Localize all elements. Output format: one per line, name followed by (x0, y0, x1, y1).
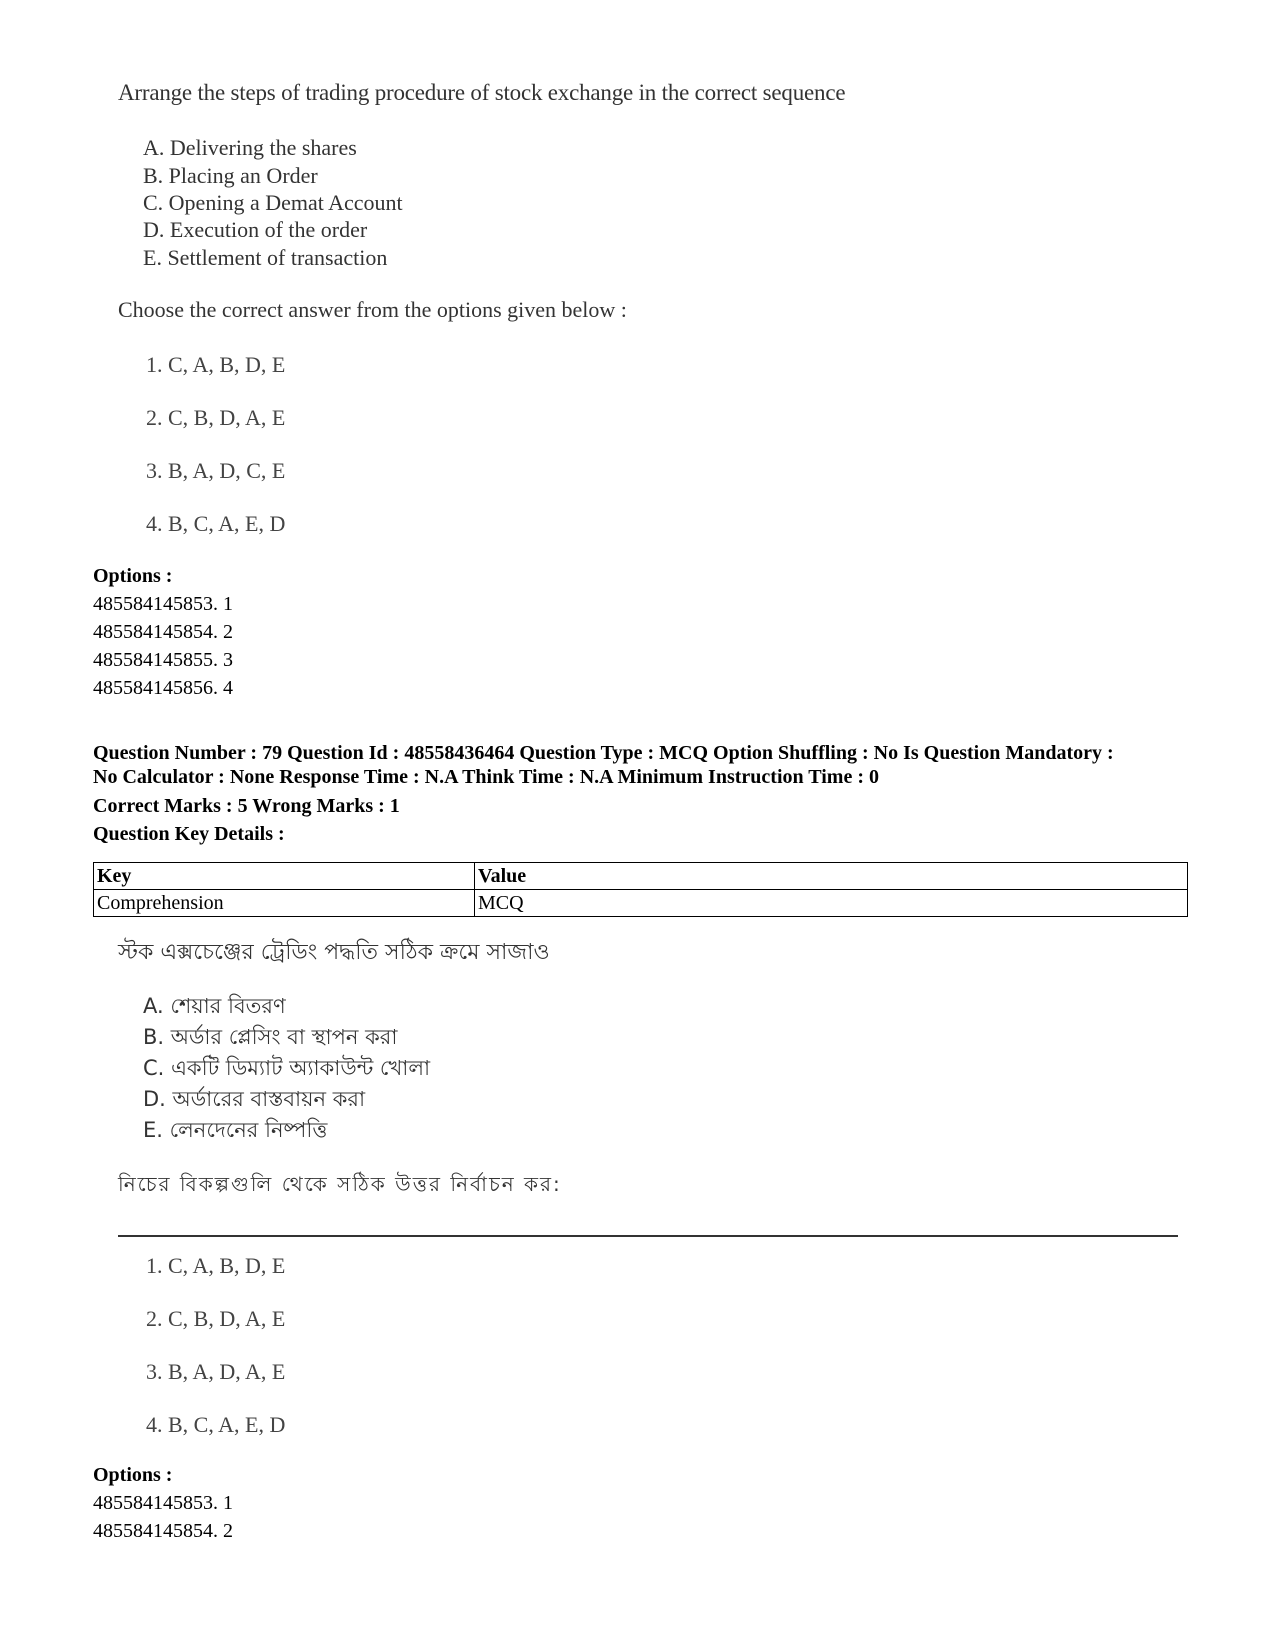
answer-option-4: 4. B, C, A, E, D (146, 511, 286, 536)
option-id-2: 485584145854. 2 (93, 621, 233, 643)
choose-instruction-en: Choose the correct answer from the options given below : (118, 297, 627, 322)
key-details-heading: Question Key Details : (93, 823, 285, 845)
option-id-4: 485584145856. 4 (93, 677, 233, 699)
answer-option-2-bn: 2. C, B, D, A, E (146, 1306, 286, 1331)
table-row (94, 890, 1188, 917)
sequence-item-d: D. Execution of the order (143, 217, 368, 242)
choose-instruction-bn: নিচের বিকল্পগুলি থেকে সঠিক উত্তর নির্বাচন কর: (118, 1172, 562, 1196)
option-id-2-second: 485584145854. 2 (93, 1520, 233, 1542)
question-prompt-en: Arrange the steps of trading procedure of stock exchange in the correct sequence (118, 80, 846, 105)
sequence-item-d-bn: D. অর্ডারের বাস্তবায়ন করা (143, 1087, 366, 1111)
question-meta-line2: No Calculator : None Response Time : N.A Think Time : N.A Minimum Instruction Time : 0 (93, 766, 879, 788)
answer-option-3-bn: 3. B, A, D, A, E (146, 1359, 286, 1384)
option-id-3: 485584145855. 3 (93, 649, 233, 671)
divider-line (118, 1235, 1178, 1237)
question-meta-line1: Question Number : 79 Question Id : 48558436464 Question Type : MCQ Option Shuffling : No Is Question Mandatory : (93, 742, 1114, 764)
table-cell-value: MCQ (475, 890, 1188, 917)
answer-option-3: 3. B, A, D, C, E (146, 458, 286, 483)
sequence-item-e-bn: E. লেনদেনের নিষ্পত্তি (143, 1118, 328, 1142)
sequence-item-c-bn: C. একটি ডিম্যাট অ্যাকাউন্ট খোলা (143, 1056, 431, 1080)
answer-option-1: 1. C, A, B, D, E (146, 352, 286, 377)
key-details-table (93, 862, 1188, 917)
answer-option-2: 2. C, B, D, A, E (146, 405, 286, 430)
sequence-item-e: E. Settlement of transaction (143, 245, 388, 270)
sequence-item-a: A. Delivering the shares (143, 135, 357, 160)
option-id-1-second: 485584145853. 1 (93, 1492, 233, 1514)
sequence-item-b-bn: B. অর্ডার প্লেসিং বা স্থাপন করা (143, 1025, 398, 1049)
table-header-value: Value (475, 863, 1188, 890)
table-header-key: Key (94, 863, 475, 890)
marks-info: Correct Marks : 5 Wrong Marks : 1 (93, 795, 400, 817)
option-id-1: 485584145853. 1 (93, 593, 233, 615)
options-heading: Options : (93, 565, 173, 587)
question-prompt-bn: স্টক এক্সচেঞ্জের ট্রেডিং পদ্ধতি সঠিক ক্রমে সাজাও (118, 940, 550, 965)
answer-option-1-bn: 1. C, A, B, D, E (146, 1253, 286, 1278)
sequence-item-c: C. Opening a Demat Account (143, 190, 403, 215)
table-cell-key: Comprehension (94, 890, 475, 917)
options-heading-2: Options : (93, 1464, 173, 1486)
sequence-item-b: B. Placing an Order (143, 163, 318, 188)
sequence-item-a-bn: A. শেয়ার বিতরণ (143, 994, 286, 1018)
table-header-row (94, 863, 1188, 890)
answer-option-4-bn: 4. B, C, A, E, D (146, 1412, 286, 1437)
